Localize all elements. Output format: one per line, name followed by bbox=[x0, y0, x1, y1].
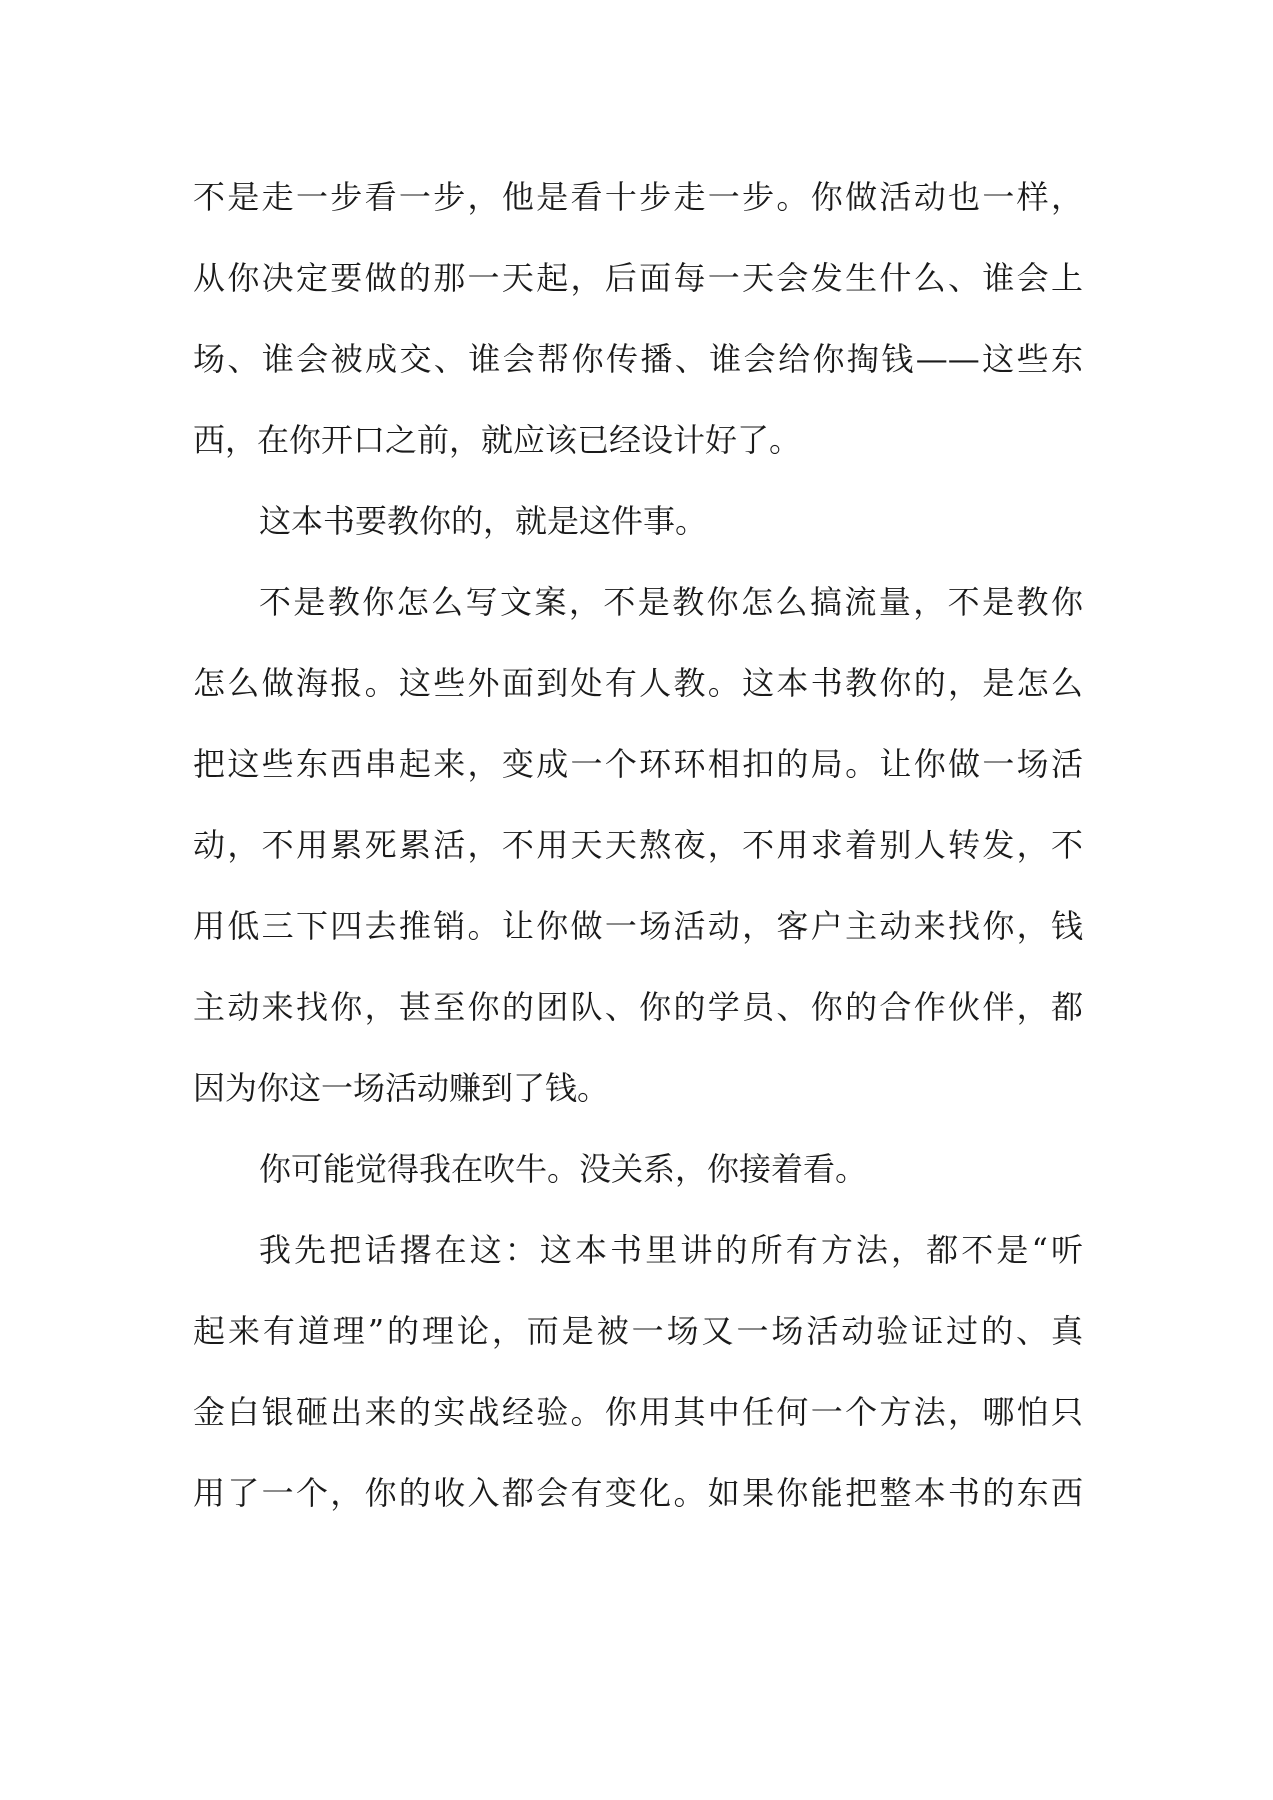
text-line: 我先把话撂在这：这本书里讲的所有方法，都不是“听 bbox=[259, 1231, 1083, 1269]
text-line: 主动来找你，甚至你的团队、你的学员、你的合作伙伴，都 bbox=[193, 988, 1083, 1026]
text-line: 从你决定要做的那一天起，后面每一天会发生什么、谁会上 bbox=[193, 259, 1083, 297]
text-line: 用低三下四去推销。让你做一场活动，客户主动来找你，钱 bbox=[193, 907, 1083, 945]
text-line: 因为你这一场活动赚到了钱。 bbox=[193, 1069, 610, 1107]
text-line: 起来有道理”的理论，而是被一场又一场活动验证过的、真 bbox=[193, 1312, 1083, 1350]
text-line: 不是走一步看一步，他是看十步走一步。你做活动也一样， bbox=[193, 178, 1083, 216]
text-line: 你可能觉得我在吹牛。没关系，你接着看。 bbox=[259, 1150, 868, 1188]
text-line: 这本书要教你的，就是这件事。 bbox=[259, 502, 708, 540]
body-text bbox=[193, 157, 1083, 1534]
text-line: 西，在你开口之前，就应该已经设计好了。 bbox=[193, 421, 802, 459]
text-line: 场、谁会被成交、谁会帮你传播、谁会给你掏钱——这些东 bbox=[193, 340, 1083, 378]
text-line: 金白银砸出来的实战经验。你用其中任何一个方法，哪怕只 bbox=[193, 1393, 1083, 1431]
text-line: 用了一个，你的收入都会有变化。如果你能把整本书的东西 bbox=[193, 1474, 1083, 1512]
text-line: 怎么做海报。这些外面到处有人教。这本书教你的，是怎么 bbox=[193, 664, 1083, 702]
text-line: 把这些东西串起来，变成一个环环相扣的局。让你做一场活 bbox=[193, 745, 1083, 783]
text-line: 不是教你怎么写文案，不是教你怎么搞流量，不是教你 bbox=[259, 583, 1083, 621]
text-line: 动，不用累死累活，不用天天熬夜，不用求着别人转发，不 bbox=[193, 826, 1083, 864]
